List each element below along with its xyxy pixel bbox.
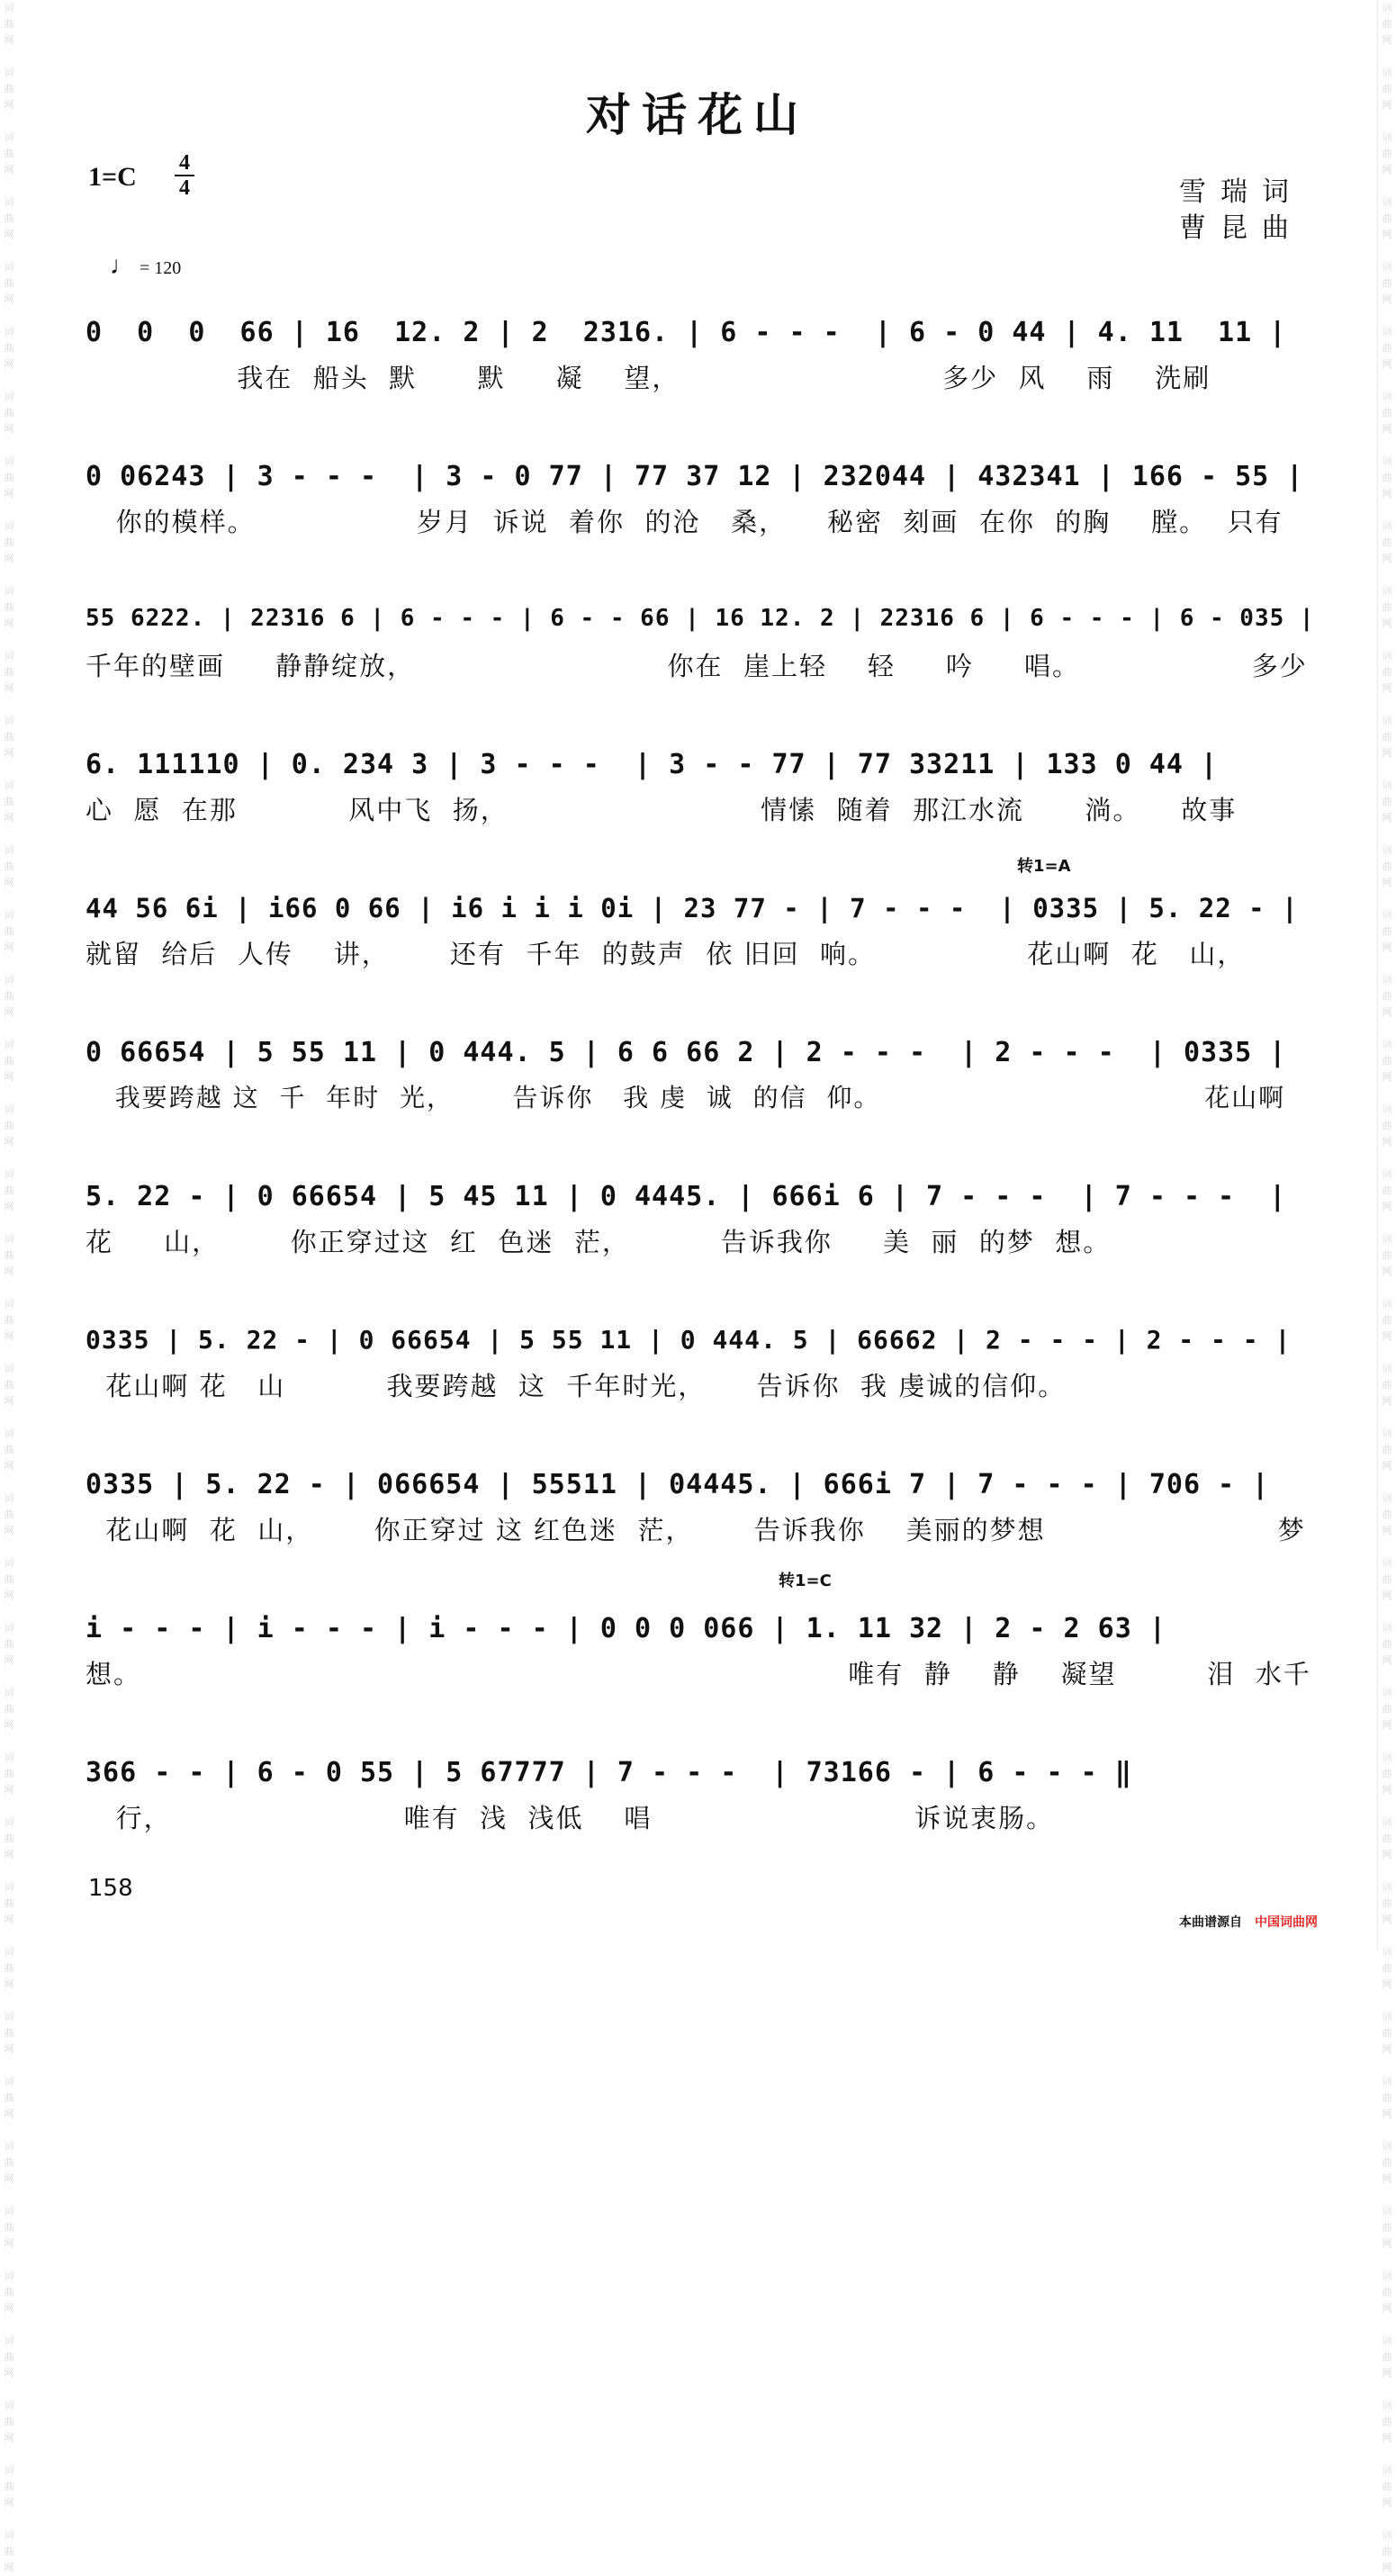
source-credit (1179, 1913, 1318, 1931)
time-signature (175, 151, 194, 200)
side-watermark-right (1377, 0, 1396, 2573)
lyric-line: 花山啊 花 山， 你正穿过 这 红色迷 茫， 告诉我你 美丽的梦想 梦 (86, 1515, 1306, 1545)
lyric-line: 心 愿 在那 风中飞 扬， 情愫 随着 那江水流 淌。 故事 (86, 795, 1238, 825)
composer-credit: 曹昆曲 (1179, 212, 1303, 244)
notation-line: 5. 22 - | 0 66654 | 5 45 11 | 0 4445. | 666i 6 | 7 - - - | 7 - - - | (86, 1181, 1287, 1212)
notation-line: 6. 111110 | 0. 234 3 | 3 - - - | 3 - - 77 | 77 33211 | 133 0 44 | (86, 749, 1219, 780)
key-signature: 1=C (88, 162, 137, 192)
lyric-line: 就留 给后 人传 讲， 还有 千年 的鼓声 依 旧回 响。 花山啊 花 山， (86, 939, 1246, 969)
notation-line: 0335 | 5. 22 - | 066654 | 55511 | 04445. | 666i 7 | 7 - - - | 706 - | (86, 1469, 1270, 1500)
lyric-line: 想。 唯有 静 静 凝望 泪 水千 (86, 1659, 1311, 1689)
notation-line: 55 6222. | 22316 6 | 6 - - - | 6 - - 66 | 16 12. 2 | 22316 6 | 6 - - - | 6 - 035 | (86, 605, 1315, 632)
notation-line: 0 0 0 66 | 16 12. 2 | 2 2316. | 6 - - - | 6 - 0 44 | 4. 11 11 | (86, 317, 1287, 348)
notation-line: 366 - - | 6 - 0 55 | 5 67777 | 7 - - - | 73166 - | 6 - - - ‖ (86, 1757, 1132, 1788)
lyric-line: 我在 船头 默 默 凝 望， 多少 风 雨 洗刷 (86, 363, 1211, 393)
watermark-text: 词 曲 网 词 曲 网 词 曲 网 词 曲 网 词 曲 网 词 曲 网 词 曲 网 词 曲 网 词 曲 网 词 曲 网 词 曲 网 词 曲 网 词 曲 网 词 曲 网 词 曲 网 词 曲 网 词 曲 网 词 曲 网 词 曲 网 词 曲 网 词 曲 网 词 曲 网 词 曲 网 词 曲 网 词 曲 网 词 曲 网 词 曲 网 词 曲 网 词 曲 网 词 曲 网 词 曲 网 词 曲 网 词 曲 网 词 曲 网 词 曲 网 词 曲 网 词 曲 网 词 曲 网 词 曲 网 词 曲 网 (1382, 2, 1392, 2573)
source-site: 中国词曲网 (1255, 1915, 1318, 1930)
source-label: 本曲谱源自 (1179, 1915, 1242, 1930)
side-watermark-left (0, 0, 18, 2573)
lyric-line: 你的模样。 岁月 诉说 着你 的沧 桑， 秘密 刻画 在你 的胸 膛。 只有 (86, 507, 1283, 537)
notation-line: i - - - | i - - - | i - - - | 0 0 0 066 | 1. 11 32 | 2 - 2 63 | (86, 1613, 1166, 1644)
notation-line: 0 66654 | 5 55 11 | 0 444. 5 | 6 6 66 2 | 2 - - - | 2 - - - | 0335 | (86, 1037, 1287, 1068)
notation-line: 0 06243 | 3 - - - | 3 - 0 77 | 77 37 12 | 232044 | 432341 | 166 - 55 | (86, 461, 1304, 492)
notation-line: 44 56 6i | i66 0 66 | i6 i i i 0i | 23 77 - | 7 - - - | 0335 | 5. 22 - | (86, 893, 1299, 923)
meter-top: 4 (179, 151, 190, 175)
tempo-value: = 120 (140, 258, 182, 278)
meter-bottom: 4 (179, 176, 190, 200)
watermark-text: 词 曲 网 词 曲 网 词 曲 网 词 曲 网 词 曲 网 词 曲 网 词 曲 网 词 曲 网 词 曲 网 词 曲 网 词 曲 网 词 曲 网 词 曲 网 词 曲 网 词 曲 网 词 曲 网 词 曲 网 词 曲 网 词 曲 网 词 曲 网 词 曲 网 词 曲 网 词 曲 网 词 曲 网 词 曲 网 词 曲 网 词 曲 网 词 曲 网 词 曲 网 词 曲 网 词 曲 网 词 曲 网 词 曲 网 词 曲 网 词 曲 网 词 曲 网 词 曲 网 词 曲 网 词 曲 网 词 曲 网 (4, 2, 14, 2573)
lyric-line: 我要跨越 这 千 年时 光， 告诉你 我 虔 诚 的信 仰。 花山啊 (86, 1083, 1286, 1112)
lyric-line: 行， 唯有 浅 浅低 唱 诉说衷肠。 (86, 1803, 1055, 1833)
lyric-line: 千年的壁画 静静绽放， 你在 崖上轻 轻 吟 唱。 多少 (86, 651, 1308, 681)
tempo-marking (110, 252, 181, 281)
modulation-c: 转1=C (779, 1572, 832, 1590)
modulation-a: 转1=A (1017, 857, 1071, 876)
lyric-line: 花山啊 花 山 我要跨越 这 千年时光， 告诉你 我 虔诚的信仰。 (86, 1371, 1067, 1401)
lyricist-credit: 雪瑞词 (1179, 176, 1303, 208)
page-number: 158 (88, 1875, 133, 1902)
notation-line: 0335 | 5. 22 - | 0 66654 | 5 55 11 | 0 444. 5 | 66662 | 2 - - - | 2 - - - | (86, 1325, 1292, 1355)
quarter-note-icon: ♩ (110, 252, 135, 280)
lyric-line: 花 山， 你正穿过这 红 色迷 茫， 告诉我你 美 丽 的梦 想。 (86, 1227, 1112, 1257)
song-title: 对话花山 (586, 89, 809, 141)
